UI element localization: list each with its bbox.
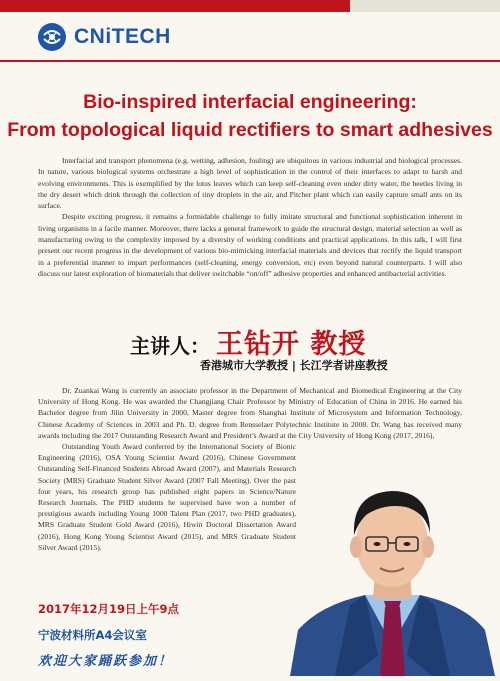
logo-text: CNiTECH: [74, 25, 171, 48]
welcome-message: 欢迎大家踊跃参加！: [38, 654, 174, 669]
bio-text-narrow: Outstanding Youth Award conferred by the International Society of Bionic Engineering (2016), OSA Young Scientist Award (2016), Chinese Government Outstanding Self-Financed Students Abroad Award (2007), and Materials Research Society (MRS) Graduate Student Silver Award (2007 Fall Meeting). Over the past four years, his research group has published eight papers in Science/Nature Research Journals. The PHD students he supervised have won a number of prestigious awards including Young 1000 Talent Plan (2017, two PHD graduates), MRS Graduate Student Gold Award (2016), Hiwin Doctoral Dissertation Award (2016), Hong Kong Young Scientist Award (2015), and MRS Graduate Student Silver Award (2015).: [38, 442, 296, 552]
abstract-paragraph-2: Despite exciting progress, it remains a formidable challenge to fully imitate structural and functional sophistication inherent in living organisms in a facile manner. Moreover, there lacks a general framework to guide the structural design, material selection as well as manufacturing owing to the complexity imposed by a diversity of working conditions and practical applications. In this talk, I will first present our recent progress in the development of various bio-mimicking interfacial materials and devices that rectify the liquid transport in a preferential manner to impart performances (self-cleaning, energy conversion, etc) even beyond natural counterparts. I will also discuss our latest exploration of biomaterials that deliver switchable “on/off” adhesive properties and enhanced antibacterial activities.: [38, 212, 462, 278]
header-divider: [0, 60, 500, 62]
abstract-paragraph-1: Interfacial and transport phenomena (e.g. wetting, adhesion, fouling) are ubiquitous in various industrial and biological processes. In nature, various biological systems orchestrate a high level of sophistication in the control of their interfaces to adapt to harsh and evolving environments. This is exemplified by the lotus leaves which can keep self-cleaning even under dirty water, the beetles living in the dry desert which drink through the collection of tiny droplets in the air, and Pitcher plant which can easily capture small ants on its surface.: [38, 156, 462, 211]
speaker-affiliation: 香港城市大学教授 | 长江学者讲座教授: [200, 359, 388, 372]
event-datetime: 2017年12月19日上午9点: [38, 602, 180, 616]
speaker-label: 主讲人：: [130, 334, 210, 358]
title-line-2: From topological liquid rectifiers to smart adhesives: [7, 119, 493, 141]
title-line-1: Bio-inspired interfacial engineering:: [83, 91, 417, 113]
abstract: [38, 155, 462, 279]
speaker-name: 王钻开 教授: [216, 329, 367, 360]
top-stripe: [0, 0, 500, 12]
event-venue: 宁波材料所A4会议室: [38, 628, 147, 642]
speaker-photo: [280, 455, 500, 676]
speaker-line: [130, 322, 366, 361]
logo: [38, 23, 171, 51]
bio-text-wide: Dr. Zuankai Wang is currently an associate professor in the Department of Mechanical and Biomedical Engineering at the City University of Hong Kong. He was awarded the Changjiang Chair Professor by Ministry of Education of China in 2016. He earned his Bachelor degree from Jilin University in 2000, Master degree from Shanghai Institute of Microsystem and Information Technology, Chinese Academy of Sciences in 2003 and Ph. D. degree from Rensselaer Polytechnic Institute in 2008. Dr. Wang has received many awards including the 2017 Outstanding Research Award and President’s Award at the City University of Hong Kong (2017, 2016),: [38, 386, 462, 440]
globe-swirl-icon: [38, 23, 66, 51]
